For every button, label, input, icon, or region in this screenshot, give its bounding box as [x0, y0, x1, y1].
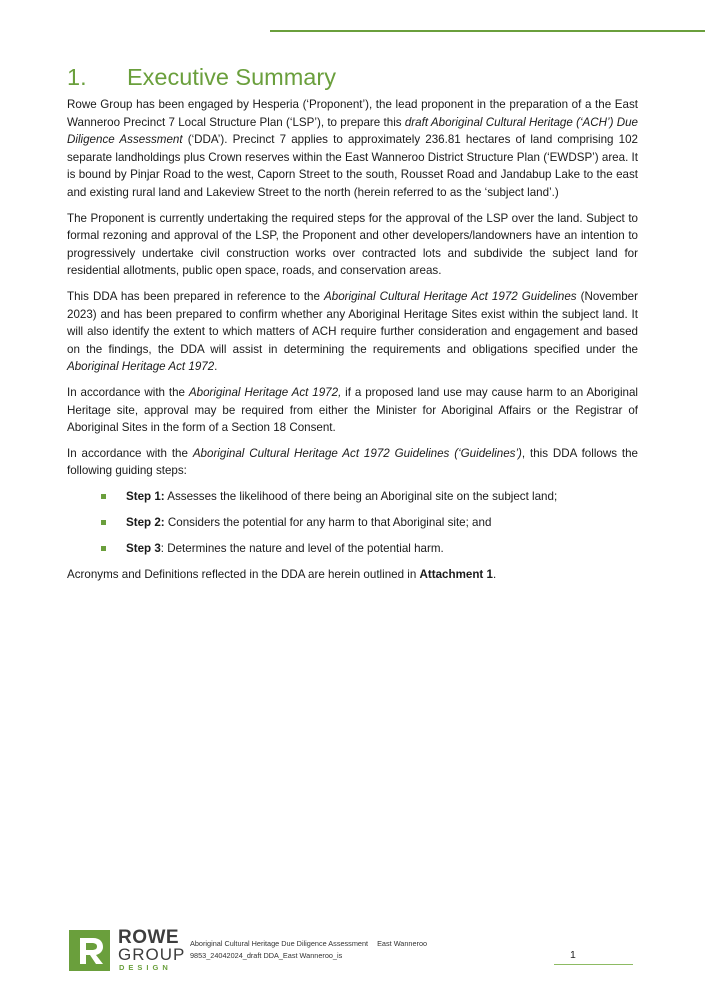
square-bullet-icon: [101, 494, 106, 499]
footer-doc-ref: 9853_24042024_draft DDA_East Wanneroo_is: [190, 951, 343, 960]
document-body: [67, 96, 638, 592]
logo-text-group: GROUP: [118, 945, 186, 964]
logo-text-rowe: ROWE: [118, 927, 180, 948]
footer-info: [190, 938, 427, 962]
paragraph-guidelines: This DDA has been prepared in reference to the Aboriginal Cultural Heritage Act 1972 Guidelines (November 2023) and has been prepared to confirm whether any Aboriginal Heritage Sites exist within the subject land. It will also identify the extent to which matters of ACH require further consideration and engagement and based on the findings, the DDA will assist in determining the requirements and obligations specified under the Aboriginal Heritage Act 1972.: [67, 289, 638, 374]
header-rule: [270, 30, 705, 32]
footer-location: East Wanneroo: [377, 939, 428, 948]
document-title-italic: draft Aboriginal Cultural Heritage (‘ACH’) Due Diligence Assessment: [67, 115, 638, 147]
section-number: 1.: [67, 64, 87, 90]
list-item: Step 2: Considers the potential for any harm to that Aboriginal site; and: [67, 514, 638, 532]
footer-doc-title: Aboriginal Cultural Heritage Due Diligence Assessment: [190, 939, 369, 948]
steps-list: [67, 488, 638, 558]
rowe-group-logo: [69, 927, 186, 972]
list-item: Step 3: Determines the nature and level of the potential harm.: [67, 540, 638, 558]
paragraph-attachment: Acronyms and Definitions reflected in the DDA are herein outlined in Attachment 1.: [67, 568, 497, 582]
logo-text-design: DESIGN: [119, 963, 172, 972]
section-heading: [67, 64, 336, 91]
square-bullet-icon: [101, 520, 106, 525]
attachment-reference: Attachment 1: [419, 568, 493, 582]
paragraph-steps-intro: In accordance with the Aboriginal Cultural Heritage Act 1972 Guidelines (‘Guidelines’), this DDA follows the following guiding steps:: [67, 446, 639, 478]
paragraph-heritage-act: In accordance with the Aboriginal Heritage Act 1972, if a proposed land use may cause harm to an Aboriginal Heritage site, approval may be required from either the Minister for Aboriginal Affairs or the Registrar of Aboriginal Sites in the form of a Section 18 Consent.: [67, 385, 639, 435]
paragraph-intro: Rowe Group has been engaged by Hesperia (‘Proponent’), the lead proponent in the preparation of a the East Wanneroo Precinct 7 Local Structure Plan (‘LSP’), to prepare this draft Aboriginal Cultural Heritage (‘ACH’) Due Diligence Assessment (‘DDA’). Precinct 7 applies to approximately 236.81 hectares of land comprising 102 separate landholdings plus Crown reserves within the East Wanneroo District Structure Plan (‘EWDSP’) area. It is bound by Pinjar Road to the west, Caporn Street to the south, Rousset Road and Jandabup Lake to the east and existing rural land and Lakeview Street to the north (herein referred to as the ‘subject land’.): [67, 98, 638, 199]
logo-mark-icon: [69, 930, 110, 971]
section-title: Executive Summary: [127, 64, 336, 90]
paragraph-proponent: The Proponent is currently undertaking the required steps for the approval of the LSP over the land. Subject to formal rezoning and approval of the LSP, the Proponent and other developers/landowners have an intention to progressively undertake civil construction works over contracted lots and subdivide the subject land for residential allotments, public open space, roads, and conservation areas.: [67, 211, 638, 278]
square-bullet-icon: [101, 546, 106, 551]
page-number-rule: [554, 964, 633, 965]
page-number: 1: [570, 949, 576, 961]
list-item: Step 1: Assesses the likelihood of there being an Aboriginal site on the subject land;: [67, 488, 638, 506]
